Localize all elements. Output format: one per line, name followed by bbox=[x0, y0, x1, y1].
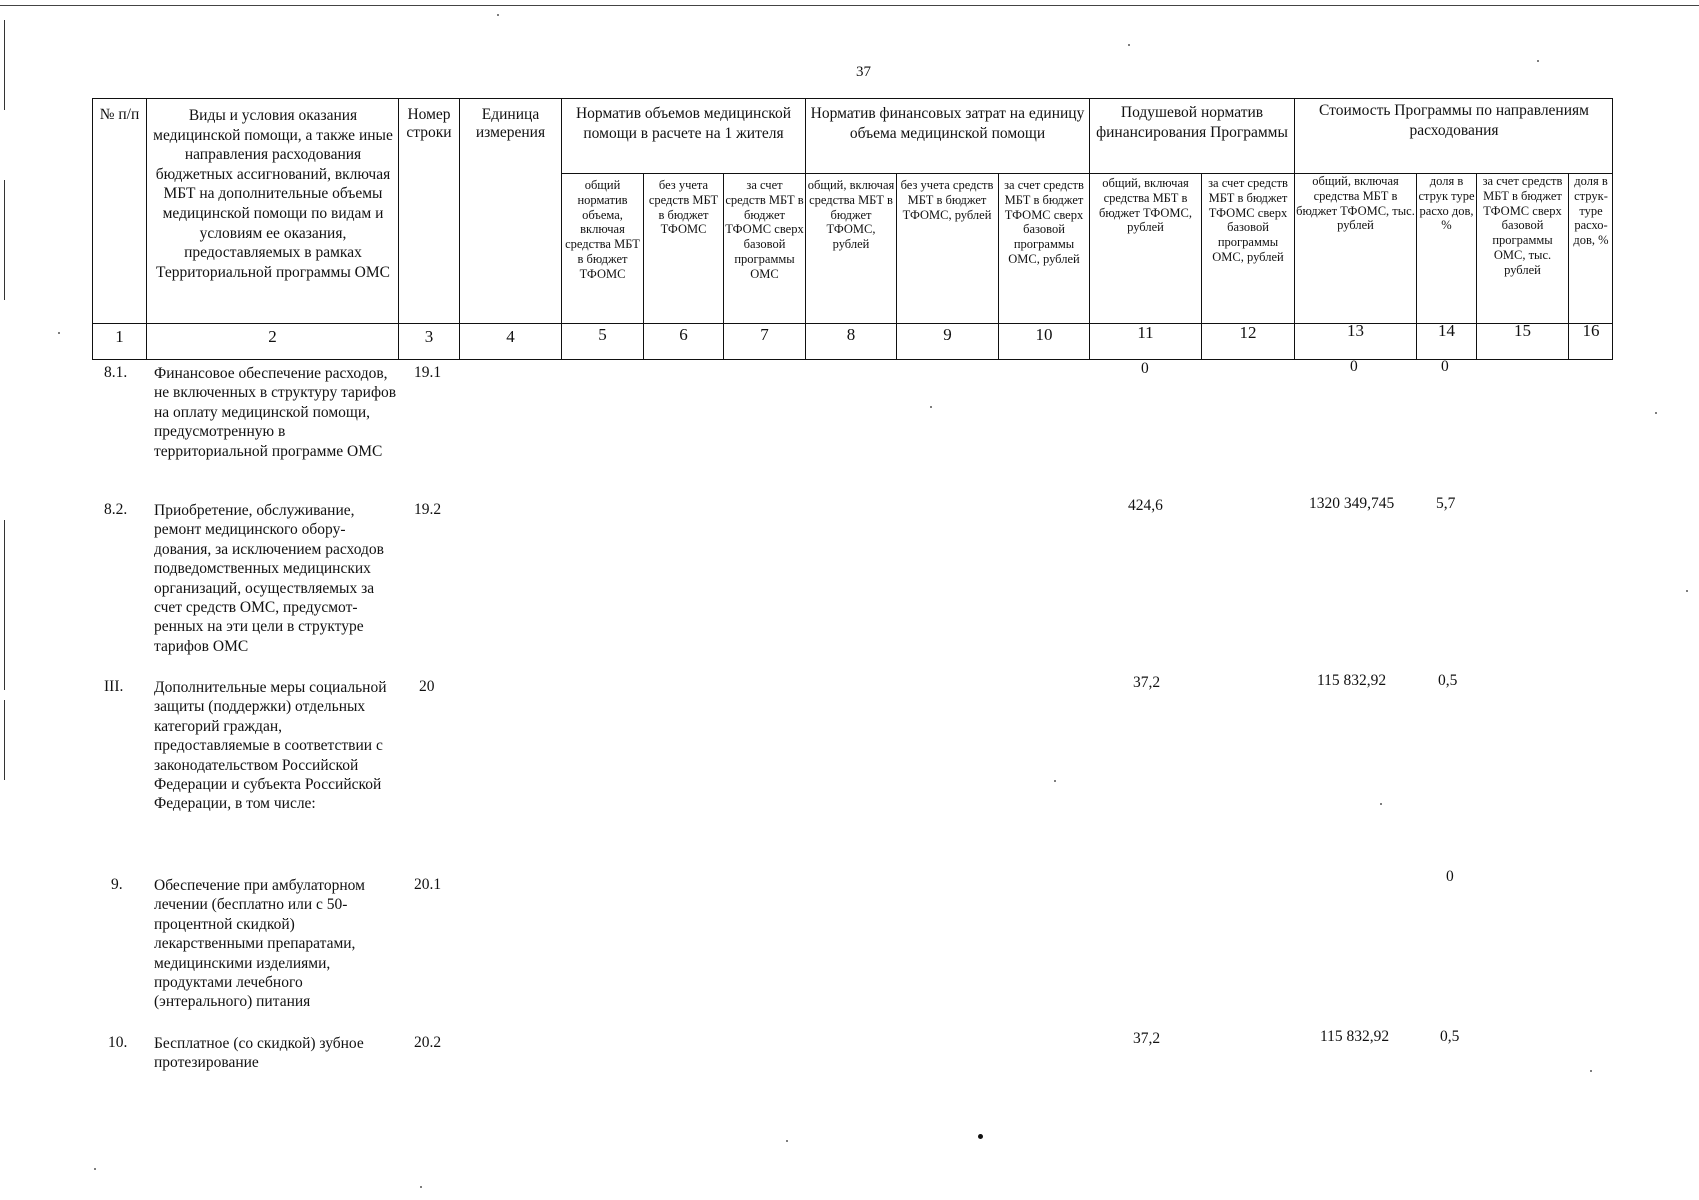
scan-left-edge bbox=[4, 700, 5, 780]
header-col-unit: Единица измерения bbox=[475, 106, 546, 141]
row-name: Обеспечение при амбулаторном лечении (бесплатно или с 50-процентной скидкой) лекарственными препаратами, медицинскими изделиями, продуктами лечебного (энтерального) питания bbox=[154, 877, 365, 1011]
row-number: III. bbox=[104, 678, 124, 695]
scan-speck bbox=[497, 14, 499, 16]
row-line-number: 20.2 bbox=[414, 1034, 442, 1051]
scan-speck bbox=[786, 1140, 788, 1142]
row-cost-total: 115 832,92 bbox=[1320, 1028, 1390, 1045]
scan-speck bbox=[1655, 412, 1657, 414]
row-percapita-total: 424,6 bbox=[1128, 497, 1163, 514]
row-number: 8.2. bbox=[104, 501, 128, 518]
colnum: 10 bbox=[1035, 325, 1053, 344]
colnum: 13 bbox=[1347, 321, 1364, 340]
subheader-c5: общий норматив объема, включая средства МБТ в бюджет ТФОМС bbox=[565, 178, 640, 281]
scan-speck bbox=[1054, 780, 1056, 782]
scan-left-edge bbox=[4, 180, 5, 300]
row-cost-share: 0,5 bbox=[1438, 672, 1458, 689]
row-cost-total: 1320 349,745 bbox=[1309, 495, 1395, 512]
colnum: 8 bbox=[846, 325, 856, 344]
colnum: 6 bbox=[679, 325, 688, 344]
header-group-cost: Норматив финансовых затрат на единицу объема медицинской помощи bbox=[810, 105, 1085, 142]
subheader-c16: доля в струк-туре расхо-дов, % bbox=[1573, 174, 1609, 247]
colnum: 7 bbox=[760, 325, 769, 344]
scan-left-edge bbox=[4, 20, 5, 110]
scan-speck bbox=[1590, 1070, 1592, 1072]
header-col-line: Номер строки bbox=[406, 106, 452, 141]
colnum: 16 bbox=[1582, 321, 1600, 340]
header-col-no: № п/п bbox=[99, 106, 140, 123]
row-name: Приобретение, обслуживание, ремонт медицинского обору-дования, за исключением расходов подведомственных медицинских организаций, осуществляемых за счет средств ОМС, предусмот-ренных на эти цели в структуре тарифов ОМС bbox=[154, 502, 384, 655]
row-name: Финансовое обеспечение расходов, не включенных в структуру тарифов на оплату медицинской помощи, предусмотренную в территориальной программе ОМС bbox=[154, 365, 397, 460]
colnum: 3 bbox=[424, 327, 434, 346]
row-percapita-total: 0 bbox=[1141, 360, 1149, 377]
row-cost-share: 0 bbox=[1441, 358, 1449, 375]
scan-top-edge bbox=[0, 5, 1699, 6]
header-group-percapita: Подушевой норматив финансирования Программы bbox=[1096, 104, 1288, 141]
colnum: 5 bbox=[598, 325, 607, 344]
scan-speck bbox=[58, 332, 60, 334]
header-col-kind: Виды и условия оказания медицинской помощи, а также иные направления расходования бюджетных ассигнований, включая МБТ на дополнительные объемы медицинской помощи по видам и условиям ее оказания, предоставляемых в рамках Территориальной программы ОМС bbox=[153, 107, 393, 281]
row-cost-share: 5,7 bbox=[1436, 495, 1456, 512]
row-line-number: 20.1 bbox=[414, 876, 442, 893]
colnum: 12 bbox=[1239, 323, 1257, 342]
scan-speck bbox=[1537, 60, 1539, 62]
header-group-volume: Норматив объемов медицинской помощи в расчете на 1 жителя bbox=[575, 105, 792, 142]
colnum: 14 bbox=[1438, 321, 1455, 340]
colnum: 2 bbox=[268, 327, 277, 346]
subheader-c12: за счет средств МБТ в бюджет ТФОМС сверх базовой программы ОМС, рублей bbox=[1208, 176, 1288, 264]
row-cost-total: 115 832,92 bbox=[1317, 672, 1387, 689]
scan-speck bbox=[94, 1168, 96, 1170]
row-name: Дополнительные меры социальной защиты (поддержки) отдельных категорий граждан, предоставляемые в соответствии с законодательством Российской Федерации и субъекта Российской Федерации, в том числе: bbox=[154, 679, 387, 813]
row-number: 8.1. bbox=[104, 364, 128, 381]
colnum: 4 bbox=[506, 327, 515, 346]
row-cost-total: 0 bbox=[1350, 358, 1358, 375]
row-number: 9. bbox=[111, 876, 123, 893]
scan-speck bbox=[420, 1186, 422, 1188]
subheader-c7: за счет средств МБТ в бюджет ТФОМС сверх базовой программы ОМС bbox=[725, 178, 804, 281]
row-line-number: 20 bbox=[419, 678, 435, 695]
row-cost-share: 0 bbox=[1446, 868, 1454, 885]
header-group-total: Стоимость Программы по направлениям расходования bbox=[1319, 102, 1589, 139]
scan-left-edge bbox=[4, 520, 5, 690]
scan-speck bbox=[1686, 590, 1688, 592]
scan-speck bbox=[930, 406, 932, 408]
scan-speck bbox=[978, 1134, 983, 1139]
scan-speck bbox=[1128, 44, 1130, 46]
colnum: 11 bbox=[1137, 323, 1154, 342]
row-line-number: 19.1 bbox=[414, 364, 442, 381]
subheader-c11: общий, включая средства МБТ в бюджет ТФОМС, рублей bbox=[1098, 176, 1193, 235]
colnum: 1 bbox=[115, 327, 124, 346]
subheader-c9: без учета средств МБТ в бюджет ТФОМС, рублей bbox=[900, 178, 994, 222]
row-name: Бесплатное (со скидкой) зубное протезирование bbox=[154, 1035, 364, 1072]
colnum: 15 bbox=[1514, 321, 1531, 340]
colnum: 9 bbox=[943, 325, 952, 344]
row-number: 10. bbox=[108, 1034, 128, 1051]
subheader-c15: за счет средств МБТ в бюджет ТФОМС сверх базовой программы ОМС, тыс. рублей bbox=[1482, 174, 1563, 277]
page-number: 37 bbox=[856, 64, 871, 80]
row-line-number: 19.2 bbox=[414, 501, 442, 518]
row-percapita-total: 37,2 bbox=[1133, 1030, 1161, 1047]
subheader-c13: общий, включая средства МБТ в бюджет ТФОМС, тыс. рублей bbox=[1296, 174, 1415, 233]
scan-speck bbox=[1380, 803, 1382, 805]
subheader-c6: без учета средств МБТ в бюджет ТФОМС bbox=[648, 178, 719, 237]
subheader-c8: общий, включая средства МБТ в бюджет ТФОМС, рублей bbox=[807, 178, 895, 251]
subheader-c14: доля в струк туре расхо дов, % bbox=[1418, 174, 1475, 233]
subheader-c10: за счет средств МБТ в бюджет ТФОМС сверх базовой программы ОМС, рублей bbox=[1004, 178, 1084, 266]
row-cost-share: 0,5 bbox=[1440, 1028, 1460, 1045]
row-percapita-total: 37,2 bbox=[1133, 674, 1161, 691]
